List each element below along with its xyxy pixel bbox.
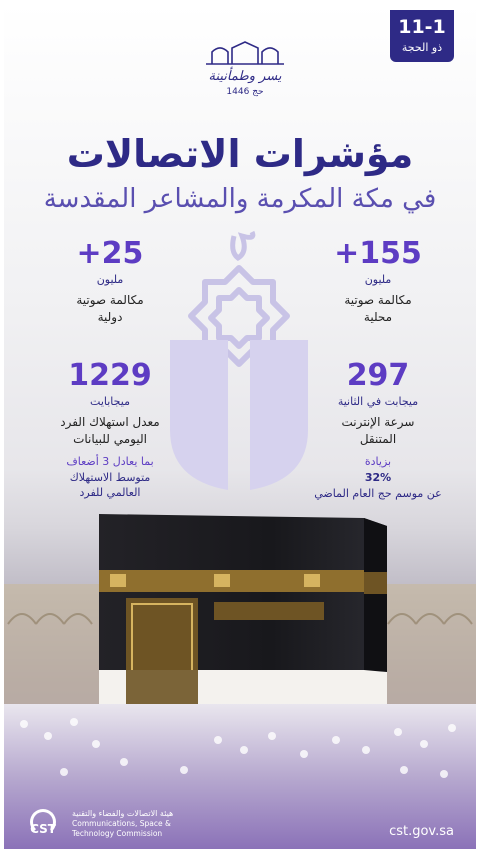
hajj-logo	[200, 38, 290, 104]
cst-mark-icon	[26, 809, 60, 839]
stat-unit: ميجابايت	[90, 395, 130, 408]
logo-year: حج 1446	[226, 87, 264, 97]
logo-script: يسر وطمأنينة	[208, 69, 282, 84]
cst-logo	[26, 807, 226, 843]
cst-mark-text: CST	[30, 822, 56, 836]
stat-note-line: بزيادة	[364, 455, 392, 468]
infographic	[4, 4, 476, 849]
stat-label-line: معدل استهلاك الفرد	[60, 415, 160, 429]
website-link[interactable]: cst.gov.sa	[389, 824, 454, 839]
stat-label-line: سرعة الإنترنت	[341, 415, 415, 429]
stat-label-line: محلية	[363, 310, 393, 324]
org-name-en: Technology Commission	[72, 829, 163, 838]
date-range: 11-1	[398, 16, 446, 38]
kaaba-photo	[4, 474, 476, 849]
page-title: مؤشرات الاتصالات	[66, 132, 414, 176]
stat-unit: مليون	[364, 273, 392, 286]
stat-note-line: العالمي للفرد	[79, 486, 141, 499]
date-badge	[390, 10, 454, 62]
stat-value: 1229	[68, 358, 152, 393]
stat-value: 297	[346, 358, 410, 393]
page-subtitle: في مكة المكرمة والمشاعر المقدسة	[43, 184, 437, 214]
stat-label-line: مكالمة صوتية	[76, 293, 144, 307]
stat-value: +155	[334, 236, 422, 271]
stat-label	[30, 414, 190, 448]
stat-international-calls	[30, 236, 190, 326]
stat-label	[30, 292, 190, 326]
hajj-emblem-icon	[202, 38, 288, 86]
stat-label-line: اليومي للبيانات	[73, 432, 147, 446]
stat-label	[298, 414, 458, 448]
org-name-en: Communications, Space &	[72, 819, 171, 828]
stat-note-line: 32%	[364, 471, 392, 484]
stat-label	[298, 292, 458, 326]
stat-unit: مليون	[96, 273, 124, 286]
stat-note-line: متوسط الاستهلاك	[69, 471, 151, 484]
stat-label-line: دولية	[97, 310, 123, 324]
stat-note-line: عن موسم حج العام الماضي	[314, 487, 442, 500]
stat-note-line: بما يعادل 3 أضعاف	[66, 455, 154, 468]
cst-organization	[72, 809, 173, 839]
stat-unit: ميجابت في الثانية	[337, 395, 419, 408]
stat-label-line: مكالمة صوتية	[344, 293, 412, 307]
stat-local-calls	[298, 236, 458, 326]
hijri-month: ذو الحجة	[401, 41, 443, 54]
stat-label-line: المتنقل	[359, 432, 397, 446]
org-name-ar: هيئة الاتصالات والفضاء والتقنية	[72, 809, 174, 818]
stat-value: +25	[76, 236, 144, 271]
